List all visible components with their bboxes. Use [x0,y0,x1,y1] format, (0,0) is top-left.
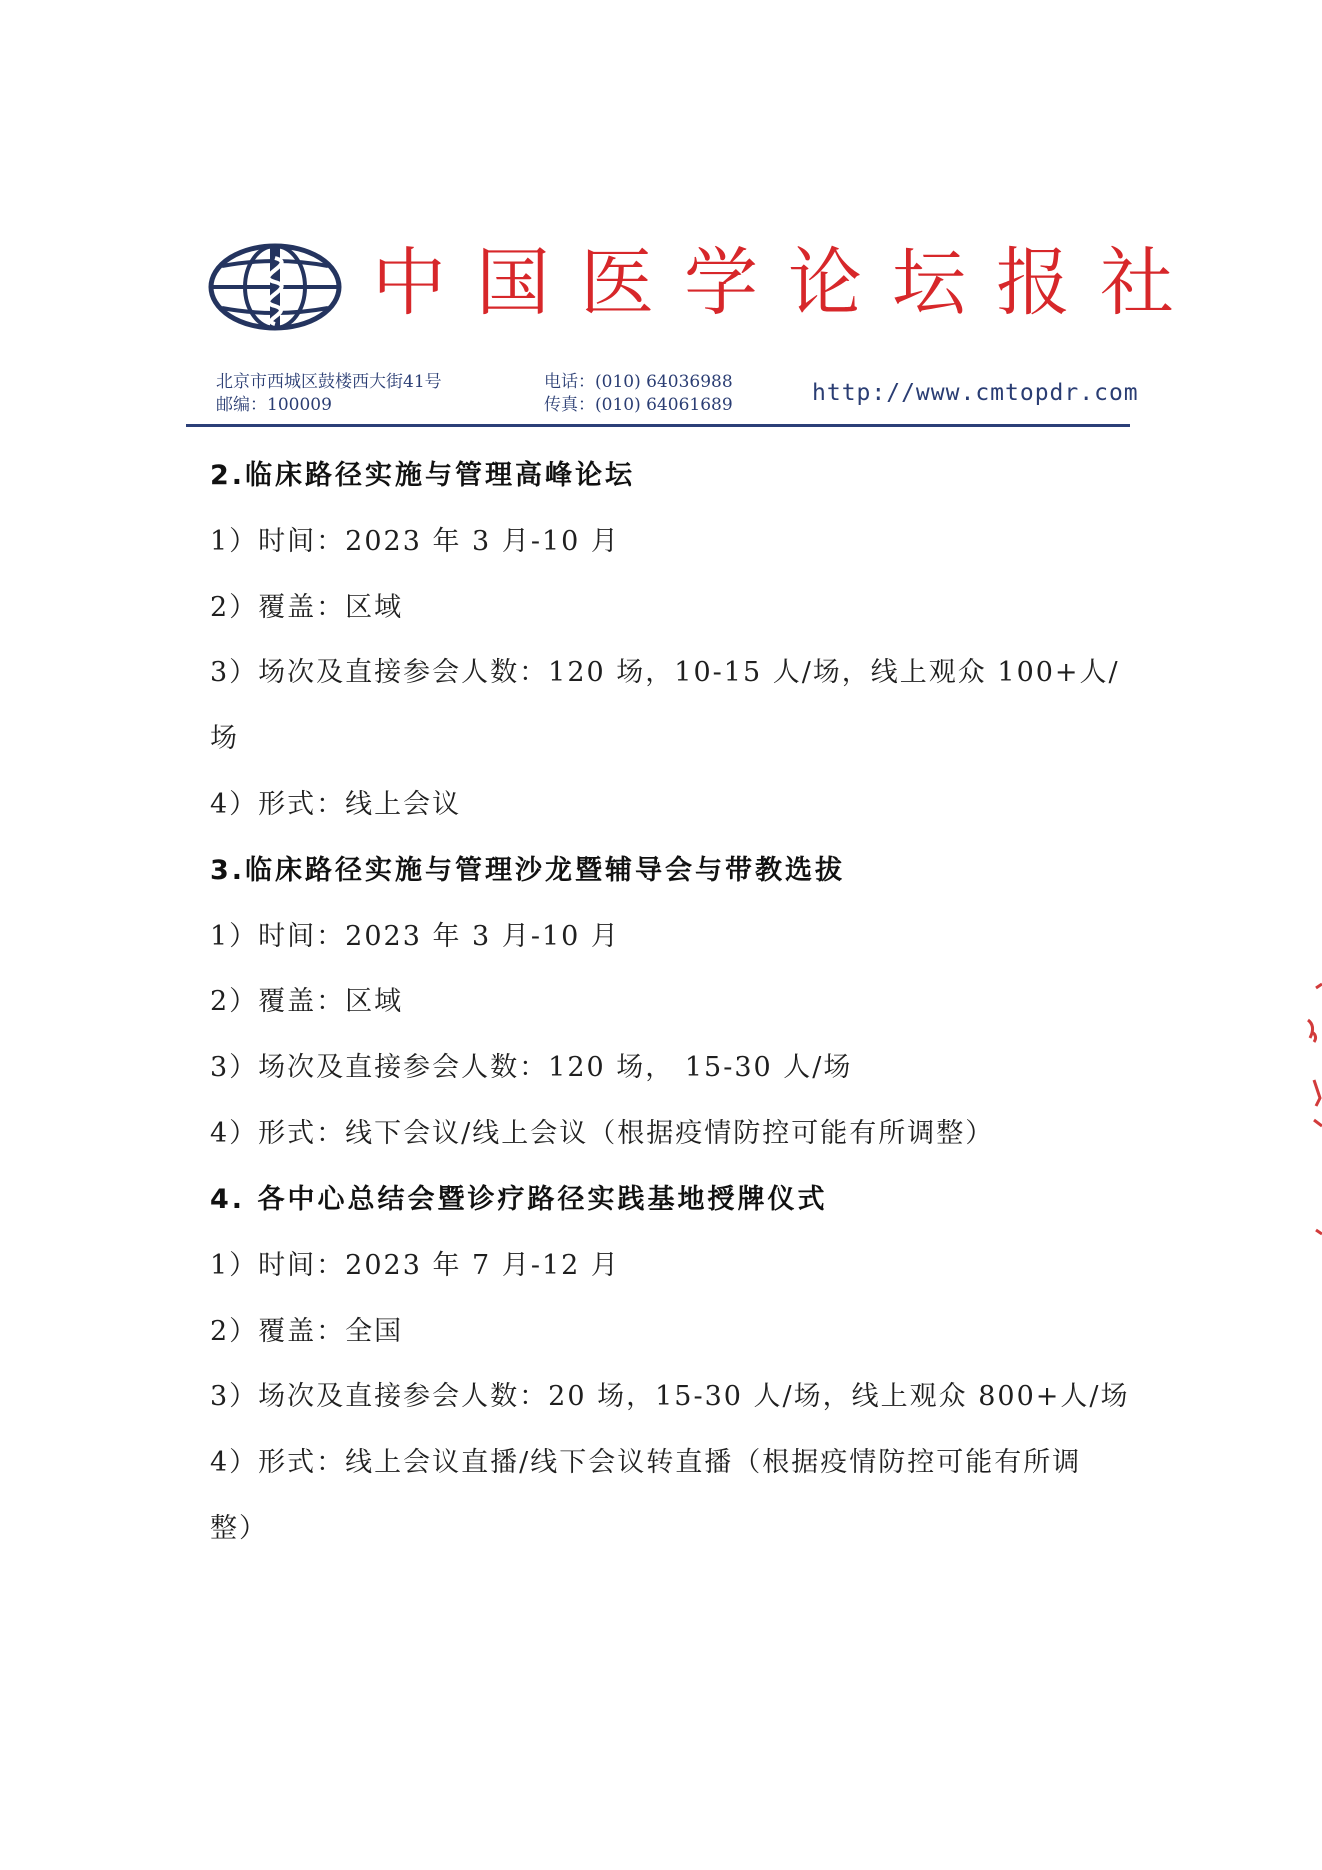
organization-name: 中国医学论坛报社 [372,240,1204,326]
section-heading: 2.临床路径实施与管理高峰论坛 [210,460,636,491]
body-line: 2）覆盖：区域 [210,592,404,623]
address-block [216,371,442,417]
body-line: 1）时间：2023 年 3 月-10 月 [210,921,620,952]
letterhead-divider [186,424,1130,427]
website-url: http://www.cmtopdr.com [812,380,1139,406]
body-line: 1）时间：2023 年 3 月-10 月 [210,526,620,557]
body-line: 2）覆盖：区域 [210,986,404,1017]
body-line: 2）覆盖：全国 [210,1316,404,1347]
postal-code-line: 邮编：100009 [216,395,332,415]
phone-fax-block [544,371,733,417]
globe-caduceus-logo [208,242,342,332]
seal-edge-mark [1298,980,1322,1240]
body-line: 4）形式：线上会议直播/线下会议转直播（根据疫情防控可能有所调 [210,1447,1082,1478]
body-line: 3）场次及直接参会人数：120 场， 15-30 人/场 [210,1052,853,1083]
body-line: 3）场次及直接参会人数：20 场，15-30 人/场，线上观众 800+人/场 [210,1381,1130,1412]
phone-line: 电话：(010) 64036988 [544,372,733,392]
body-line: 整） [210,1513,268,1544]
section-heading: 4. 各中心总结会暨诊疗路径实践基地授牌仪式 [210,1184,828,1215]
body-line: 1）时间：2023 年 7 月-12 月 [210,1250,620,1281]
body-line: 4）形式：线上会议 [210,789,462,820]
body-line: 4）形式：线下会议/线上会议（根据疫情防控可能有所调整） [210,1118,995,1149]
fax-line: 传真：(010) 64061689 [544,395,733,415]
address-line: 北京市西城区鼓楼西大街41号 [216,372,442,392]
body-line: 场 [210,723,239,754]
body-line: 3）场次及直接参会人数：120 场，10-15 人/场，线上观众 100+人/ [210,657,1120,688]
section-heading: 3.临床路径实施与管理沙龙暨辅导会与带教选拔 [210,855,846,886]
